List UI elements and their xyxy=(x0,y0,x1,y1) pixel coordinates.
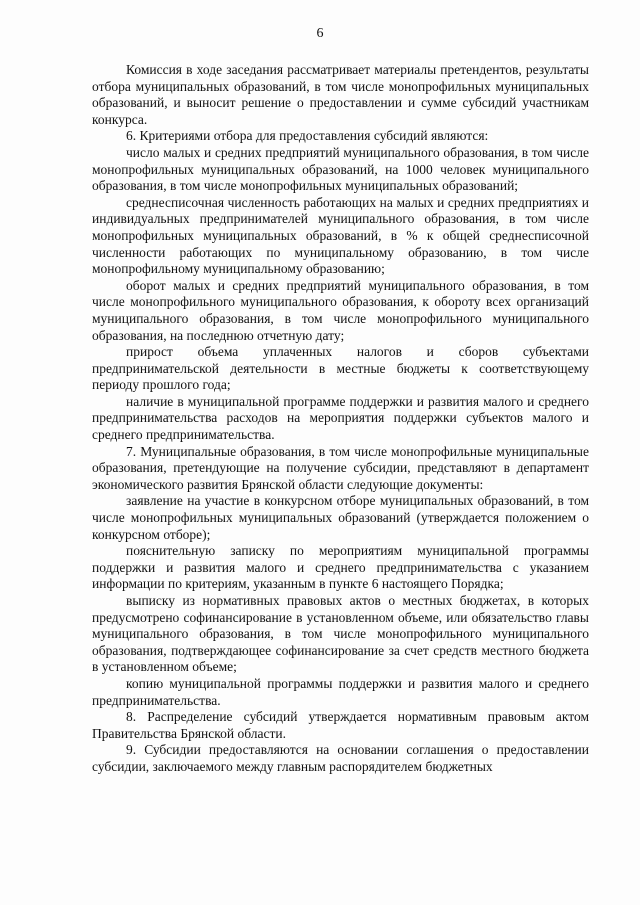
paragraph: 6. Критериями отбора для предоставления субсидий являются: xyxy=(126,128,489,144)
paragraph: копию муниципальной программы поддержки и развития малого и среднего предпринимательства. xyxy=(92,675,589,708)
paragraph: 8. Распределение субсидий утверждается нормативным правовым актом Правительства Брянской области. xyxy=(92,709,589,741)
paragraph: 9. Субсидии предоставляются на основании соглашения о предоставлении субсидии, заключаемого между главным распорядителем бюджетных xyxy=(92,742,589,774)
paragraph: Комиссия в ходе заседания рассматривает материалы претендентов, результаты отбора муниципальных образований, в том числе монопрофильных муниципальных образований, и выносит решение о предоставлении и сумме субсидий участникам конкурса. xyxy=(92,62,589,127)
paragraph: оборот малых и средних предприятий муниципального образования, в том числе монопрофильного муниципального образования, к обороту всех организаций муниципального образования, в том числе монопрофильного муниципального образования, на последнюю отчетную дату; xyxy=(92,277,589,343)
paragraph: выписку из нормативных правовых актов о местных бюджетах, в которых предусмотрено софинансирование в установленном объеме, или обязательство главы муниципального образования, в том числе монопрофильного муниципального образования, подтверждающее софинансирование за счет средств местного бюджета в установленном объеме; xyxy=(92,593,589,675)
paragraph: наличие в муниципальной программе поддержки и развития малого и среднего предпринимательства расходов на мероприятия поддержки субъектов малого и среднего предпринимательства. xyxy=(92,393,589,443)
paragraph: пояснительную записку по мероприятиям муниципальной программы поддержки и развития малого и среднего предпринимательства с указанием информации по критериям, указанным в пункте 6 настоящего Порядка; xyxy=(92,543,589,592)
paragraph: число малых и средних предприятий муниципального образования, в том числе монопрофильных муниципальных образований, на 1000 человек муниципального образования, в том числе монопрофильных муниципальных образований; xyxy=(92,144,589,194)
document-body xyxy=(92,62,589,776)
paragraph: заявление на участие в конкурсном отборе муниципальных образований, в том числе монопрофильных муниципальных образований (утверждается положением о конкурсном отборе); xyxy=(92,493,589,542)
paragraph: прирост объема уплаченных налогов и сборов субъектами предпринимательской деятельности в местные бюджеты к соответствующему периоду прошлого года; xyxy=(92,344,589,393)
paragraph: 7. Муниципальные образования, в том числе монопрофильные муниципальные образования, претендующие на получение субсидии, представляют в департамент экономического развития Брянской области следующие документы: xyxy=(92,443,589,492)
paragraph: среднесписочная численность работающих на малых и средних предприятиях и индивидуальных предпринимателей муниципального образования, в том числе монопрофильных муниципальных образований, в % к общей среднесписочной численности работающих по муниципальному образованию, в том числе монопрофильному муниципальному образованию; xyxy=(92,194,589,277)
page-number: 6 xyxy=(316,26,324,41)
